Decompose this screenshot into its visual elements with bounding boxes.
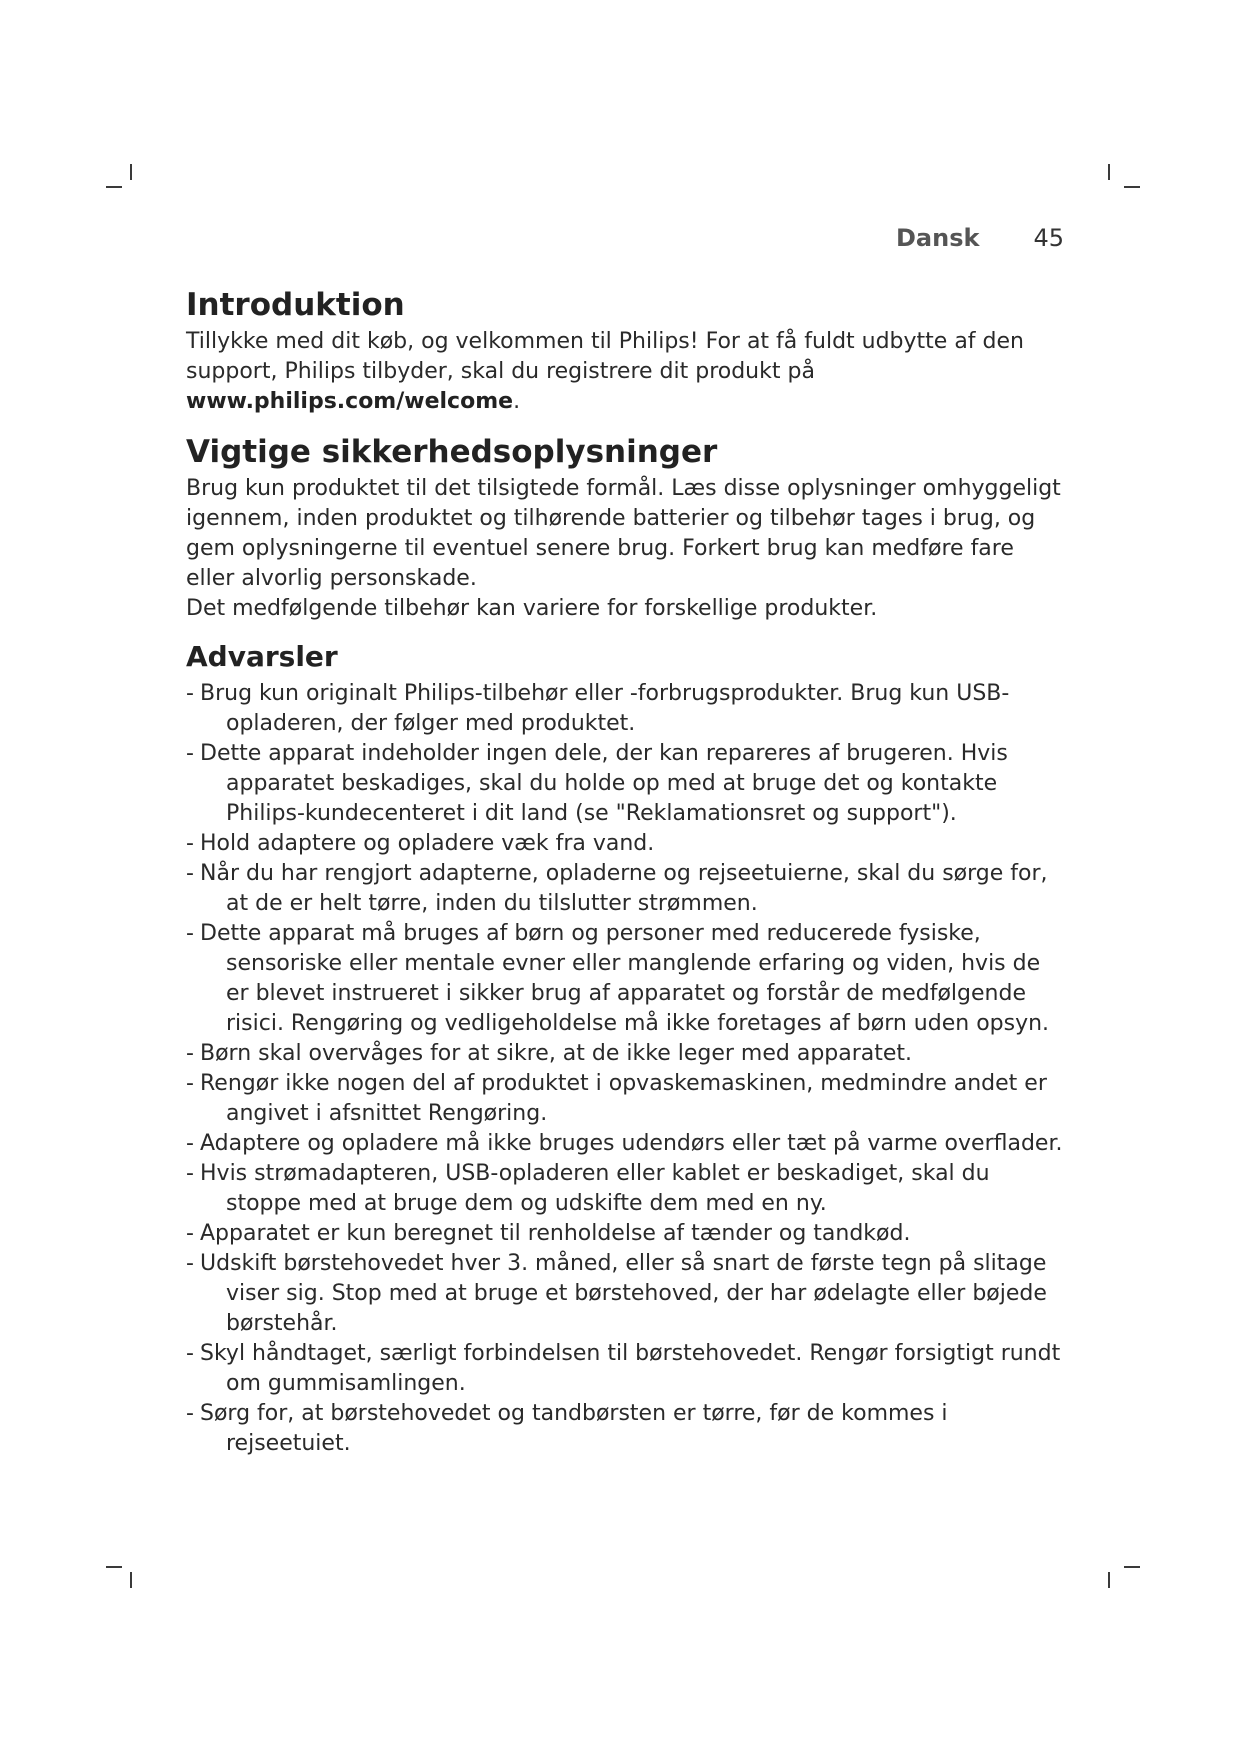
warning-item	[186, 829, 1066, 859]
list-dash: -	[186, 1041, 194, 1066]
list-dash: -	[186, 681, 194, 706]
crop-mark-bottom-left-v	[130, 1572, 132, 1588]
warning-item	[186, 1159, 1066, 1219]
warning-item	[186, 1249, 1066, 1339]
warning-text: Adaptere og opladere må ikke bruges udendørs eller tæt på varme overflader.	[200, 1131, 1063, 1156]
introduction-text-end: .	[513, 389, 521, 414]
warning-text: Skyl håndtaget, særligt forbindelsen til børstehovedet. Rengør forsigtigt rundt om gummisamlingen.	[200, 1341, 1061, 1396]
warning-text: Hvis strømadapteren, USB-opladeren eller kablet er beskadiget, skal du stoppe med at bruge dem og udskifte dem med en ny.	[200, 1161, 990, 1216]
warning-item	[186, 1399, 1066, 1459]
crop-mark-bottom-right-h	[1124, 1566, 1140, 1568]
crop-mark-bottom-left-h	[106, 1566, 122, 1568]
warning-item	[186, 1339, 1066, 1399]
welcome-link[interactable]: www.philips.com/welcome	[186, 389, 514, 414]
introduction-paragraph	[186, 327, 1066, 417]
warning-item	[186, 1069, 1066, 1129]
warning-item	[186, 919, 1066, 1039]
warning-item	[186, 1129, 1066, 1159]
safety-paragraph-2: Det medfølgende tilbehør kan variere for forskellige produkter.	[186, 596, 878, 621]
warning-text: Rengør ikke nogen del af produktet i opvaskemaskinen, medmindre andet er angivet i afsnittet Rengøring.	[200, 1071, 1047, 1126]
warning-text: Børn skal overvåges for at sikre, at de ikke leger med apparatet.	[200, 1041, 913, 1066]
warning-text: Hold adaptere og opladere væk fra vand.	[200, 831, 655, 856]
page-header	[0, 224, 1064, 254]
warning-item	[186, 1219, 1066, 1249]
safety-heading: Vigtige sikkerhedsoplysninger	[186, 434, 718, 470]
list-dash: -	[186, 1341, 194, 1366]
list-dash: -	[186, 1401, 194, 1426]
list-dash: -	[186, 921, 194, 946]
warning-text: Udskift børstehovedet hver 3. måned, eller så snart de første tegn på slitage viser sig. Stop med at bruge et børstehoved, der har ødelagte eller bøjede børstehår.	[200, 1251, 1047, 1336]
language-label: Dansk	[896, 224, 980, 252]
crop-mark-top-right-h	[1124, 186, 1140, 188]
crop-mark-top-right-v	[1108, 164, 1110, 180]
warning-text: Dette apparat indeholder ingen dele, der kan repareres af brugeren. Hvis apparatet beskadiges, skal du holde op med at bruge det og kontakte Philips-kundecenteret i dit land (se "Reklamationsret og support").	[200, 741, 1008, 826]
warnings-list	[186, 679, 1066, 1459]
list-dash: -	[186, 741, 194, 766]
warning-text: Apparatet er kun beregnet til renholdelse af tænder og tandkød.	[200, 1221, 911, 1246]
warning-item	[186, 859, 1066, 919]
warning-text: Brug kun originalt Philips-tilbehør eller -forbrugsprodukter. Brug kun USB-opladeren, der følger med produktet.	[200, 681, 1010, 736]
warning-text: Sørg for, at børstehovedet og tandbørsten er tørre, før de kommes i rejseetuiet.	[200, 1401, 948, 1456]
warnings-heading: Advarsler	[186, 640, 338, 673]
warning-text: Dette apparat må bruges af børn og personer med reducerede fysiske, sensoriske eller mentale evner eller manglende erfaring og viden, hvis de er blevet instrueret i sikker brug af apparatet og forstår de medfølgende risici. Rengøring og vedligeholdelse må ikke foretages af børn uden opsyn.	[200, 921, 1050, 1036]
safety-paragraph-1: Brug kun produktet til det tilsigtede formål. Læs disse oplysninger omhyggeligt igennem, inden produktet og tilhørende batterier og tilbehør tages i brug, og gem oplysningerne til eventuel senere brug. Forkert brug kan medføre fare eller alvorlig personskade.	[186, 476, 1061, 591]
page-number: 45	[1033, 224, 1064, 252]
introduction-heading: Introduktion	[186, 287, 405, 323]
crop-mark-top-left-h	[106, 186, 122, 188]
list-dash: -	[186, 1161, 194, 1186]
warning-item	[186, 679, 1066, 739]
warning-item	[186, 739, 1066, 829]
page-content	[186, 283, 1066, 1459]
list-dash: -	[186, 1131, 194, 1156]
crop-mark-top-left-v	[130, 164, 132, 180]
list-dash: -	[186, 861, 194, 886]
list-dash: -	[186, 831, 194, 856]
list-dash: -	[186, 1251, 194, 1276]
list-dash: -	[186, 1071, 194, 1096]
warning-item	[186, 1039, 1066, 1069]
crop-mark-bottom-right-v	[1108, 1572, 1110, 1588]
list-dash: -	[186, 1221, 194, 1246]
introduction-text: Tillykke med dit køb, og velkommen til Philips! For at få fuldt udbytte af den support, Philips tilbyder, skal du registrere dit produkt på	[186, 329, 1024, 384]
warning-text: Når du har rengjort adapterne, opladerne og rejseetuierne, skal du sørge for, at de er helt tørre, inden du tilslutter strømmen.	[200, 861, 1048, 916]
